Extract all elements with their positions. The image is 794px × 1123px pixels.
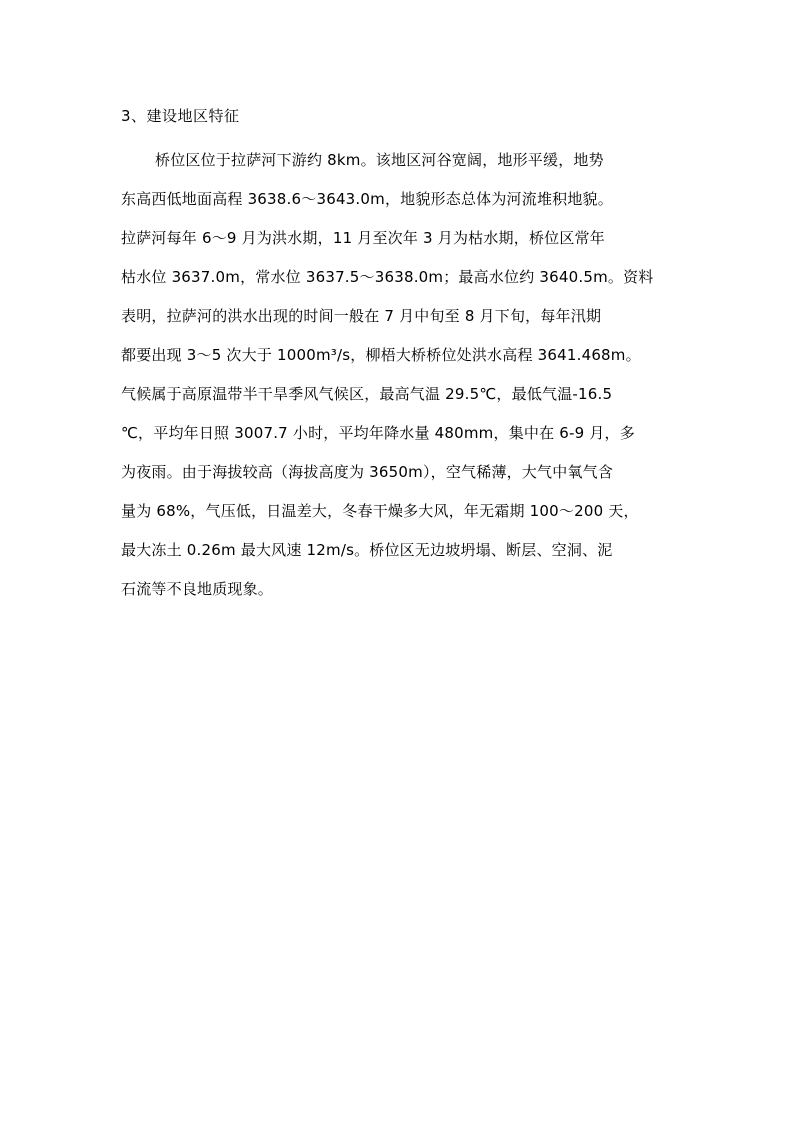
paragraph-line: 石流等不良地质现象。 [121,580,274,598]
paragraph-line: 桥位区位于拉萨河下游约 8km。该地区河谷宽阔，地形平缓，地势 [155,151,604,169]
paragraph-line: 为夜雨。由于海拔较高（海拔高度为 3650m），空气稀薄，大气中氧气含 [121,463,614,481]
paragraph-line: ℃，平均年日照 3007.7 小时，平均年降水量 480mm，集中在 6-9 月，多 [121,424,635,442]
paragraph-line: 东高西低地面高程 3638.6～3643.0m，地貌形态总体为河流堆积地貌。 [121,190,613,208]
paragraph-line: 量为 68%，气压低，日温差大，冬春干燥多大风，年无霜期 100～200 天， [121,502,639,520]
section-heading: 3、建设地区特征 [121,107,240,125]
paragraph-line: 最大冻土 0.26m 最大风速 12m/s。桥位区无边坡坍塌、断层、空洞、泥 [121,541,613,559]
paragraph-line: 都要出现 3～5 次大于 1000m³/s，柳梧大桥桥位处洪水高程 3641.468m。 [121,346,641,364]
paragraph-line: 拉萨河每年 6～9 月为洪水期，11 月至次年 3 月为枯水期，桥位区常年 [121,229,605,247]
paragraph-line: 表明，拉萨河的洪水出现的时间一般在 7 月中旬至 8 月下旬，每年汛期 [121,307,602,325]
paragraph-line: 气候属于高原温带半干旱季风气候区，最高气温 29.5℃，最低气温-16.5 [121,385,613,403]
paragraph-line: 枯水位 3637.0m，常水位 3637.5～3638.0m；最高水位约 3640.5m。资料 [121,268,654,286]
